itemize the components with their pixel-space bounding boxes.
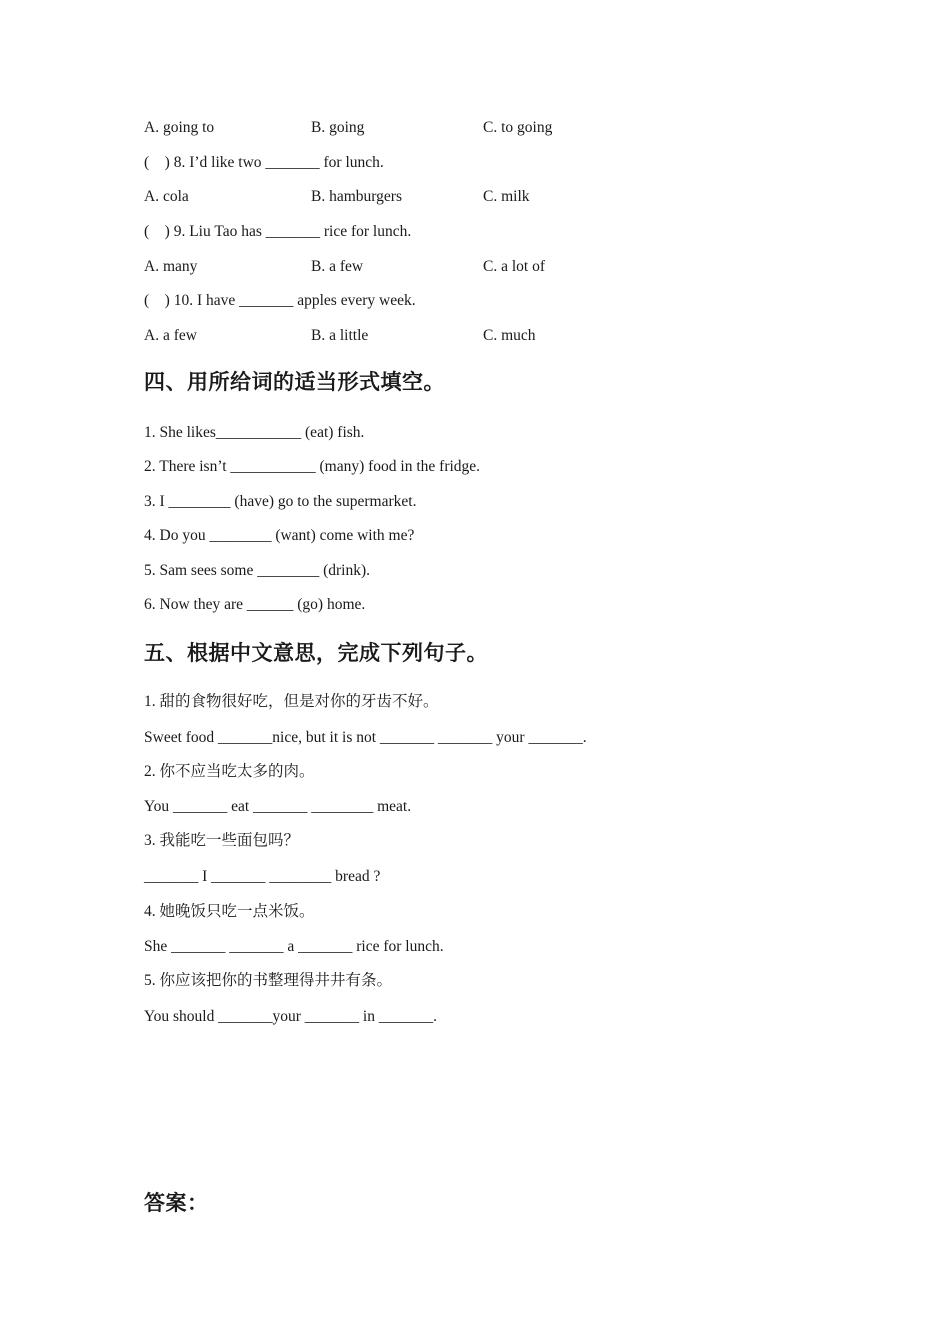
section-4-item-4: 4. Do you ________ (want) come with me? [144,527,415,544]
section-4-item-1: 1. She likes___________ (eat) fish. [144,424,365,441]
question-10: ( ) 10. I have _______ apples every week. [144,292,416,309]
section-5-item-2-chinese: 2. 你不应当吃太多的肉。 [144,763,315,780]
section-5-heading: 五、根据中文意思，完成下列句子。 [144,641,488,665]
section-5-item-1-english: Sweet food _______nice, but it is not _______ _______ your _______. [144,729,587,746]
q10-option-b: B. a little [311,327,369,344]
section-4-item-6: 6. Now they are ______ (go) home. [144,596,366,613]
section-5-item-5-english: You should _______your _______ in _______. [144,1008,437,1025]
section-5-item-3-chinese: 3. 我能吃一些面包吗？ [144,832,300,849]
q7-option-c: C. to going [483,119,553,136]
section-5-item-2-english: You _______ eat _______ ________ meat. [144,798,412,815]
q9-option-c: C. a lot of [483,258,545,275]
section-4-item-2: 2. There isn’t ___________ (many) food in the fridge. [144,458,481,475]
section-5-item-5-chinese: 5. 你应该把你的书整理得井井有条。 [144,972,393,989]
section-5-item-4-chinese: 4. 她晚饭只吃一点米饭。 [144,903,315,920]
q7-option-b: B. going [311,119,365,136]
q8-option-a: A. cola [144,188,189,205]
q10-option-a: A. a few [144,327,197,344]
q8-option-c: C. milk [483,188,530,205]
section-4-heading: 四、用所给词的适当形式填空。 [144,370,445,394]
q9-option-a: A. many [144,258,198,275]
question-8: ( ) 8. I’d like two _______ for lunch. [144,154,384,171]
section-4-item-3: 3. I ________ (have) go to the supermarket. [144,493,417,510]
q9-option-b: B. a few [311,258,364,275]
section-5-item-4-english: She _______ _______ a _______ rice for lunch. [144,938,444,955]
q8-option-b: B. hamburgers [311,188,402,205]
answers-heading: 答案： [144,1191,209,1215]
section-5-item-3-english: _______ I _______ ________ bread ? [144,868,381,885]
section-5-item-1-chinese: 1. 甜的食物很好吃，但是对你的牙齿不好。 [144,693,439,710]
question-9: ( ) 9. Liu Tao has _______ rice for lunch. [144,223,412,240]
q10-option-c: C. much [483,327,536,344]
section-4-item-5: 5. Sam sees some ________ (drink). [144,562,371,579]
q7-option-a: A. going to [144,119,215,136]
